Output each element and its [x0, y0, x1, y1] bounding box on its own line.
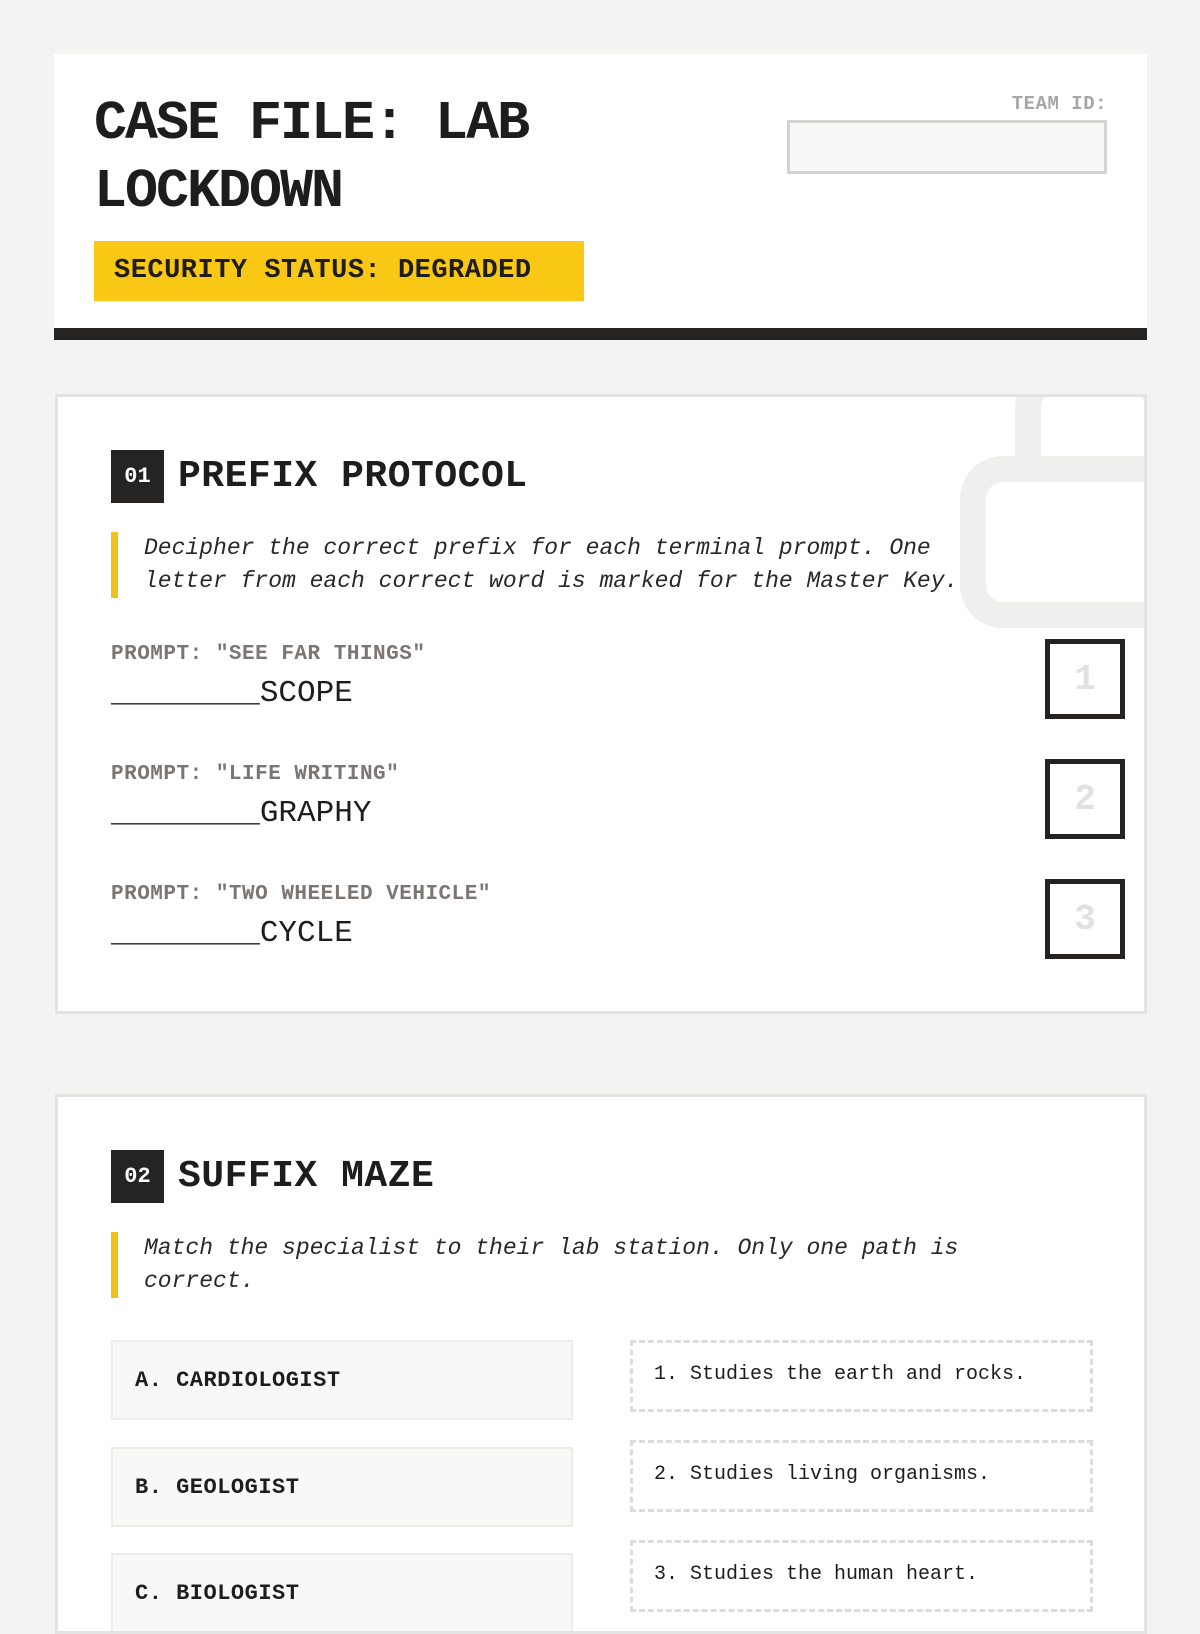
specialist-card[interactable]: B. GEOLOGIST — [111, 1447, 573, 1527]
lab-station-option[interactable]: 3. Studies the human heart. — [630, 1540, 1093, 1612]
section-header — [111, 1150, 434, 1203]
section-title: PREFIX PROTOCOL — [178, 455, 528, 498]
section-number-badge: 01 — [111, 450, 164, 503]
section-title: SUFFIX MAZE — [178, 1155, 435, 1198]
lock-icon — [918, 394, 1147, 647]
key-letter-box[interactable]: 3 — [1045, 879, 1125, 959]
page-title: CASE FILE: LAB LOCKDOWN — [94, 92, 529, 223]
lab-station-option[interactable]: 1. Studies the earth and rocks. — [630, 1340, 1093, 1412]
prompt-label: PROMPT: "TWO WHEELED VEHICLE" — [111, 883, 491, 906]
specialist-card[interactable]: C. BIOLOGIST — [111, 1553, 573, 1633]
status-badge: SECURITY STATUS: DEGRADED — [94, 241, 584, 301]
prompt-label: PROMPT: "SEE FAR THINGS" — [111, 643, 426, 666]
lab-station-option[interactable]: 2. Studies living organisms. — [630, 1440, 1093, 1512]
answer-blank[interactable]: ________CYCLE — [111, 916, 353, 951]
case-header — [54, 54, 1147, 340]
team-id-label: TEAM ID: — [1011, 93, 1107, 115]
key-letter-box[interactable]: 2 — [1045, 759, 1125, 839]
prompt-label: PROMPT: "LIFE WRITING" — [111, 763, 400, 786]
section-number-badge: 02 — [111, 1150, 164, 1203]
team-id-input[interactable] — [787, 120, 1107, 174]
specialist-card[interactable]: A. CARDIOLOGIST — [111, 1340, 573, 1420]
prompt-row — [111, 883, 1096, 965]
prefix-protocol-section — [55, 394, 1147, 1014]
section-instructions: Match the specialist to their lab station. Only one path is correct. — [111, 1232, 1011, 1298]
answer-blank[interactable]: ________SCOPE — [111, 676, 353, 711]
section-header — [111, 450, 528, 503]
section-instructions: Decipher the correct prefix for each terminal prompt. One letter from each correct word is marked for the Master Key. — [111, 532, 1011, 598]
answer-blank[interactable]: ________GRAPHY — [111, 796, 372, 831]
suffix-maze-section — [55, 1094, 1147, 1634]
prompt-row — [111, 643, 1096, 725]
prompt-row — [111, 763, 1096, 845]
key-letter-box[interactable]: 1 — [1045, 639, 1125, 719]
